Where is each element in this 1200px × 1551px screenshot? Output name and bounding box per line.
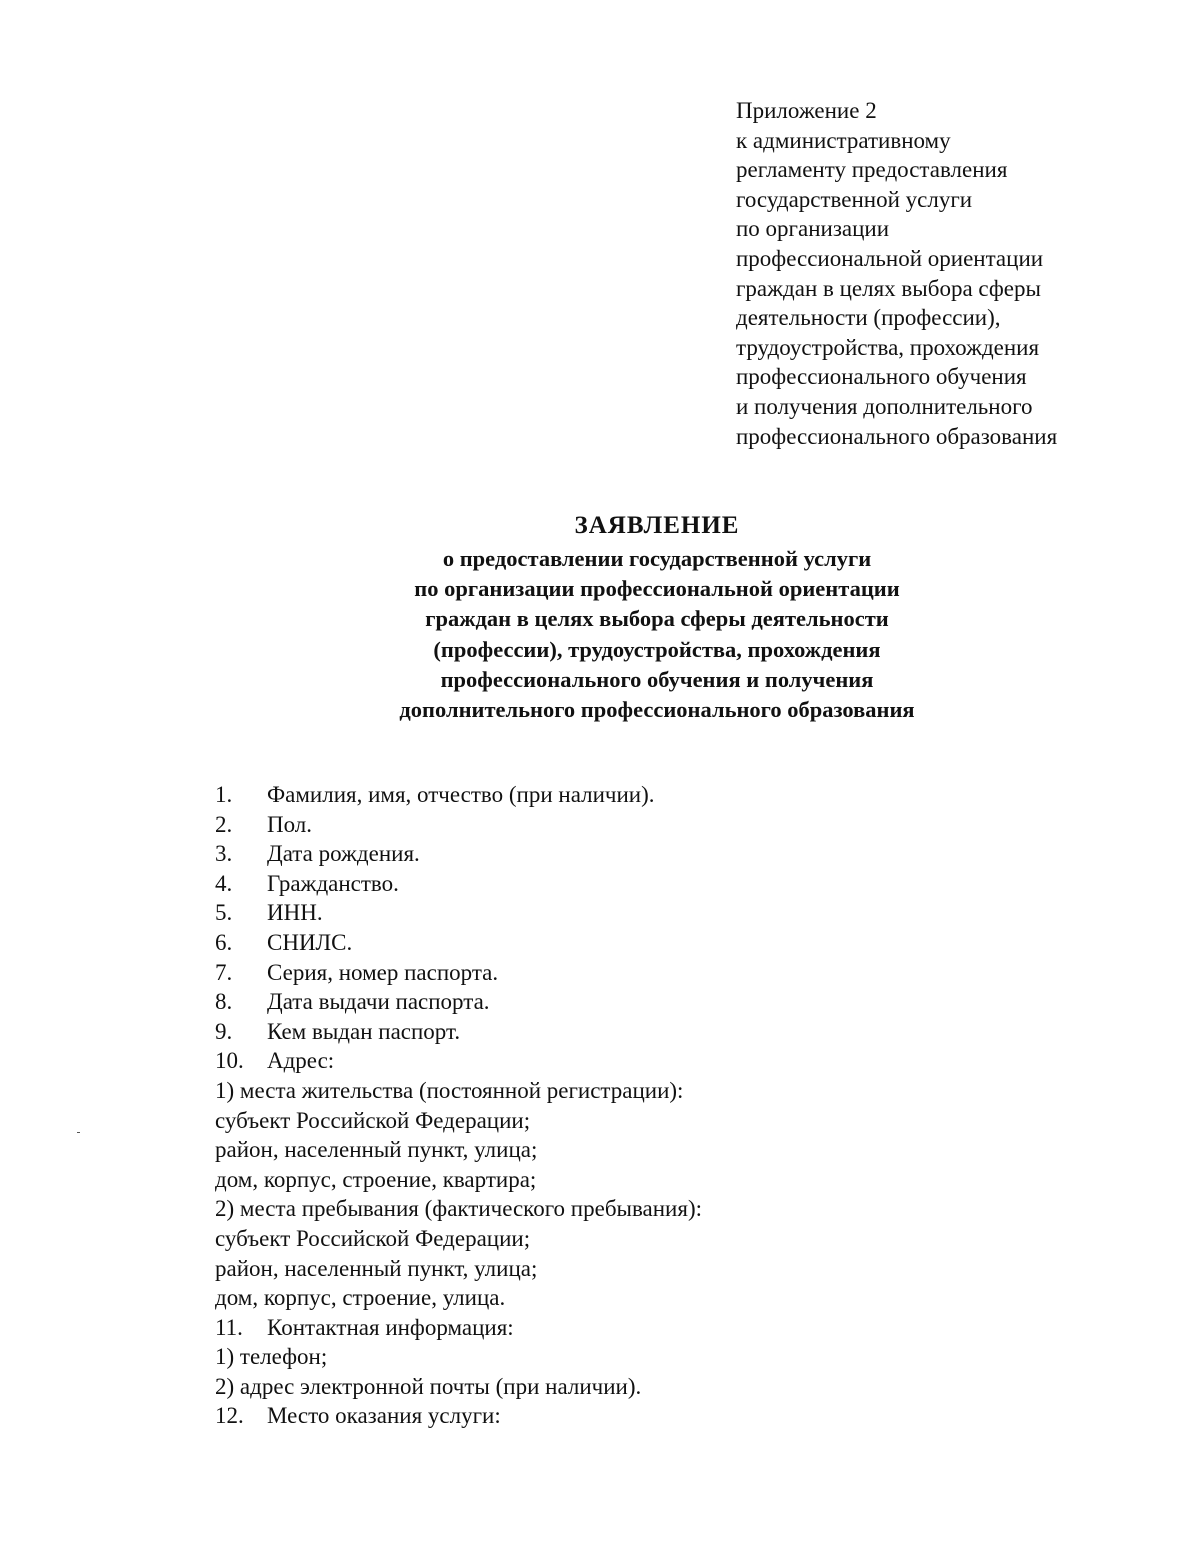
item-number: 12. xyxy=(215,1403,244,1429)
field-subitem xyxy=(215,1254,1115,1284)
item-text: Фамилия, имя, отчество (при наличии). xyxy=(267,782,655,807)
item-text: Дата рождения. xyxy=(267,841,420,867)
item-text: Контактная информация: xyxy=(267,1314,514,1340)
document-title: ЗАЯВЛЕНИЕ xyxy=(574,512,740,539)
document-subtitle-line: дополнительного профессионального образования xyxy=(399,697,915,723)
appendix-line: государственной услуги xyxy=(736,186,973,212)
document-subtitle-line: о предоставлении государственной услуги xyxy=(442,546,872,571)
item-number: 10. xyxy=(215,1048,244,1074)
field-subitem xyxy=(215,1135,1115,1165)
item-text: субъект Российской Федерации; xyxy=(215,1107,531,1133)
appendix-line: к административному xyxy=(736,127,951,153)
item-text: Место оказания услуги: xyxy=(267,1403,501,1429)
numbered-field-item xyxy=(215,1401,1115,1431)
appendix-line: профессионального образования xyxy=(736,423,1058,449)
document-subtitle-line: по организации профессиональной ориентации xyxy=(414,576,900,602)
numbered-field-item xyxy=(215,1313,1115,1343)
appendix-line: профессиональной ориентации xyxy=(736,245,1044,271)
document-heading xyxy=(0,511,1200,725)
numbered-field-item xyxy=(215,928,1115,958)
item-text: Адрес: xyxy=(267,1048,335,1074)
item-number: 6. xyxy=(215,929,233,955)
form-fields-list xyxy=(215,780,1115,1431)
field-subitem xyxy=(215,1194,1115,1224)
item-number: 9. xyxy=(215,1018,233,1044)
item-text: район, населенный пункт, улица; xyxy=(215,1137,538,1163)
numbered-field-item xyxy=(215,839,1115,869)
numbered-field-item xyxy=(215,898,1115,928)
document-subtitle-line: профессионального обучения и получения xyxy=(440,666,874,692)
appendix-line: по организации xyxy=(736,216,890,242)
item-number: 5. xyxy=(215,900,233,926)
item-text: дом, корпус, строение, квартира; xyxy=(215,1166,537,1192)
appendix-line: трудоустройства, прохождения xyxy=(736,334,1040,360)
item-text: СНИЛС. xyxy=(267,929,353,955)
item-number: 7. xyxy=(215,959,233,985)
numbered-field-item xyxy=(215,1046,1115,1076)
field-subitem xyxy=(215,1165,1115,1195)
numbered-field-item xyxy=(215,958,1115,988)
item-text: Гражданство. xyxy=(267,870,399,896)
appendix-line: и получения дополнительного xyxy=(736,393,1033,419)
item-number: 3. xyxy=(215,841,233,867)
appendix-line: профессионального обучения xyxy=(736,364,1027,390)
item-text: ИНН. xyxy=(267,900,323,926)
document-subtitle-line: (профессии), трудоустройства, прохождения xyxy=(433,636,881,662)
item-text: 2) места пребывания (фактического пребывания): xyxy=(215,1196,702,1222)
item-text: Кем выдан паспорт. xyxy=(267,1018,461,1044)
field-subitem xyxy=(215,1106,1115,1136)
field-subitem xyxy=(215,1283,1115,1313)
appendix-line: граждан в целях выбора сферы xyxy=(736,275,1041,301)
item-text: район, населенный пункт, улица; xyxy=(215,1255,538,1281)
item-number: 4. xyxy=(215,870,233,896)
scan-speck xyxy=(77,1132,80,1133)
item-number: 2. xyxy=(215,811,233,837)
item-text: субъект Российской Федерации; xyxy=(215,1225,531,1251)
appendix-line: Приложение 2 xyxy=(736,98,877,123)
appendix-note xyxy=(736,96,1176,451)
item-text: 1) места жительства (постоянной регистрации): xyxy=(215,1077,684,1103)
numbered-field-item xyxy=(215,780,1115,810)
numbered-field-item xyxy=(215,810,1115,840)
item-number: 8. xyxy=(215,989,233,1015)
numbered-field-item xyxy=(215,869,1115,899)
item-text: Пол. xyxy=(267,811,313,837)
appendix-line: регламенту предоставления xyxy=(736,157,1008,183)
field-subitem xyxy=(215,1372,1115,1402)
field-subitem xyxy=(215,1342,1115,1372)
item-text: Дата выдачи паспорта. xyxy=(267,989,490,1015)
field-subitem xyxy=(215,1076,1115,1106)
field-subitem xyxy=(215,1224,1115,1254)
item-number: 1. xyxy=(215,782,233,807)
item-text: 1) телефон; xyxy=(215,1344,328,1370)
numbered-field-item xyxy=(215,1017,1115,1047)
numbered-field-item xyxy=(215,987,1115,1017)
appendix-line: деятельности (профессии), xyxy=(736,305,1001,331)
document-subtitle-line: граждан в целях выбора сферы деятельности xyxy=(425,606,889,632)
item-text: дом, корпус, строение, улица. xyxy=(215,1285,506,1311)
item-text: Серия, номер паспорта. xyxy=(267,959,499,985)
item-number: 11. xyxy=(215,1314,243,1340)
item-text: 2) адрес электронной почты (при наличии). xyxy=(215,1373,642,1399)
